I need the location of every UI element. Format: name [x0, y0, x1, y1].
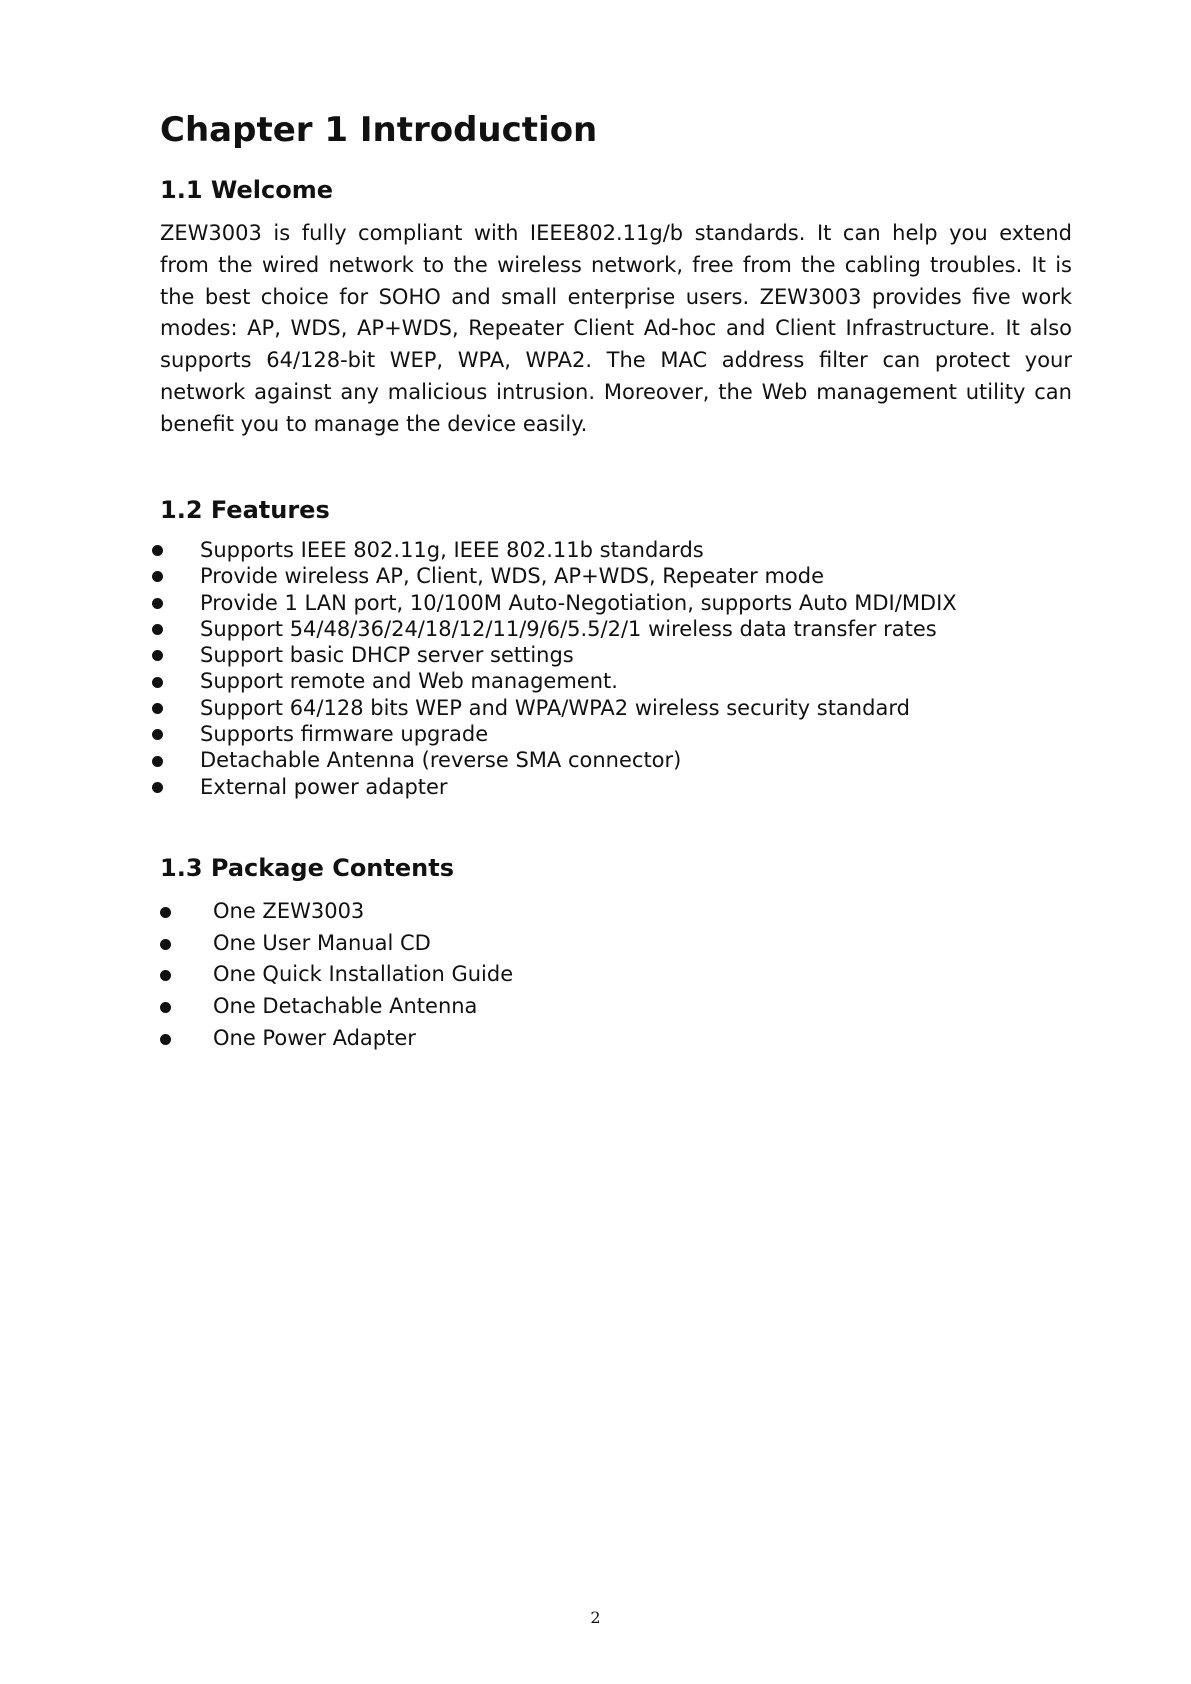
feature-text: Provide 1 LAN port, 10/100M Auto-Negotiation, supports Auto MDI/MDIX — [200, 590, 957, 615]
feature-item — [152, 590, 1082, 616]
bullet-dot-icon — [160, 939, 171, 950]
feature-item — [152, 537, 1082, 563]
feature-text: Supports IEEE 802.11g, IEEE 802.11b standards — [200, 538, 704, 562]
features-list — [152, 537, 1082, 800]
bullet-dot-icon — [152, 677, 163, 688]
package-text: One ZEW3003 — [213, 899, 365, 923]
feature-text: Support 54/48/36/24/18/12/11/9/6/5.5/2/1 wireless data transfer rates — [200, 616, 937, 641]
feature-item — [152, 774, 1082, 800]
feature-text: External power adapter — [200, 774, 448, 799]
feature-text: Detachable Antenna (reverse SMA connector) — [200, 748, 682, 773]
feature-item — [152, 563, 1082, 589]
feature-item — [152, 616, 1082, 642]
package-heading: 1.3 Package Contents — [160, 854, 454, 882]
feature-text: Supports firmware upgrade — [200, 722, 489, 747]
bullet-dot-icon — [160, 1002, 171, 1013]
welcome-heading: 1.1 Welcome — [160, 176, 333, 204]
package-text: One Quick Installation Guide — [213, 962, 514, 987]
feature-item — [152, 695, 1082, 721]
bullet-dot-icon — [152, 571, 163, 582]
bullet-dot-icon — [152, 756, 163, 767]
feature-item — [152, 747, 1082, 773]
chapter-title: Chapter 1 Introduction — [160, 110, 598, 150]
features-heading: 1.2 Features — [160, 496, 330, 524]
feature-text: Support 64/128 bits WEP and WPA/WPA2 wireless security standard — [200, 695, 910, 720]
feature-item — [152, 668, 1082, 694]
feature-text: Support basic DHCP server settings — [200, 643, 574, 668]
bullet-dot-icon — [152, 545, 163, 556]
bullet-dot-icon — [160, 1034, 171, 1045]
package-item — [160, 928, 1060, 960]
bullet-dot-icon — [152, 703, 163, 714]
feature-item — [152, 721, 1082, 747]
package-text: One User Manual CD — [213, 930, 431, 955]
package-text: One Detachable Antenna — [213, 994, 478, 1019]
bullet-dot-icon — [152, 624, 163, 635]
feature-item — [152, 642, 1082, 668]
package-item — [160, 991, 1060, 1023]
bullet-dot-icon — [160, 907, 171, 918]
package-item — [160, 896, 1060, 928]
page-number: 2 — [590, 1608, 601, 1627]
package-item — [160, 959, 1060, 991]
bullet-dot-icon — [160, 970, 171, 981]
feature-text: Support remote and Web management. — [200, 669, 618, 694]
bullet-dot-icon — [152, 729, 163, 740]
bullet-dot-icon — [152, 782, 163, 793]
package-list — [160, 896, 1060, 1054]
package-text: One Power Adapter — [213, 1025, 416, 1050]
package-item — [160, 1023, 1060, 1055]
bullet-dot-icon — [152, 650, 163, 661]
welcome-paragraph: ZEW3003 is fully compliant with IEEE802.11g/b standards. It can help you extend from the wired network to the wireless network, free from the cabling troubles. It is the best choice for SOHO and small enterprise users. ZEW3003 provides five work modes: AP, WDS, AP+WDS, Repeater Client Ad-hoc and Client Infrastructure. It also supports 64/128-bit WEP, WPA, WPA2. The MAC address filter can protect your network against any malicious intrusion. Moreover, the Web management utility can benefit you to manage the device easily. — [160, 221, 1072, 436]
bullet-dot-icon — [152, 598, 163, 609]
feature-text: Provide wireless AP, Client, WDS, AP+WDS, Repeater mode — [200, 564, 825, 589]
